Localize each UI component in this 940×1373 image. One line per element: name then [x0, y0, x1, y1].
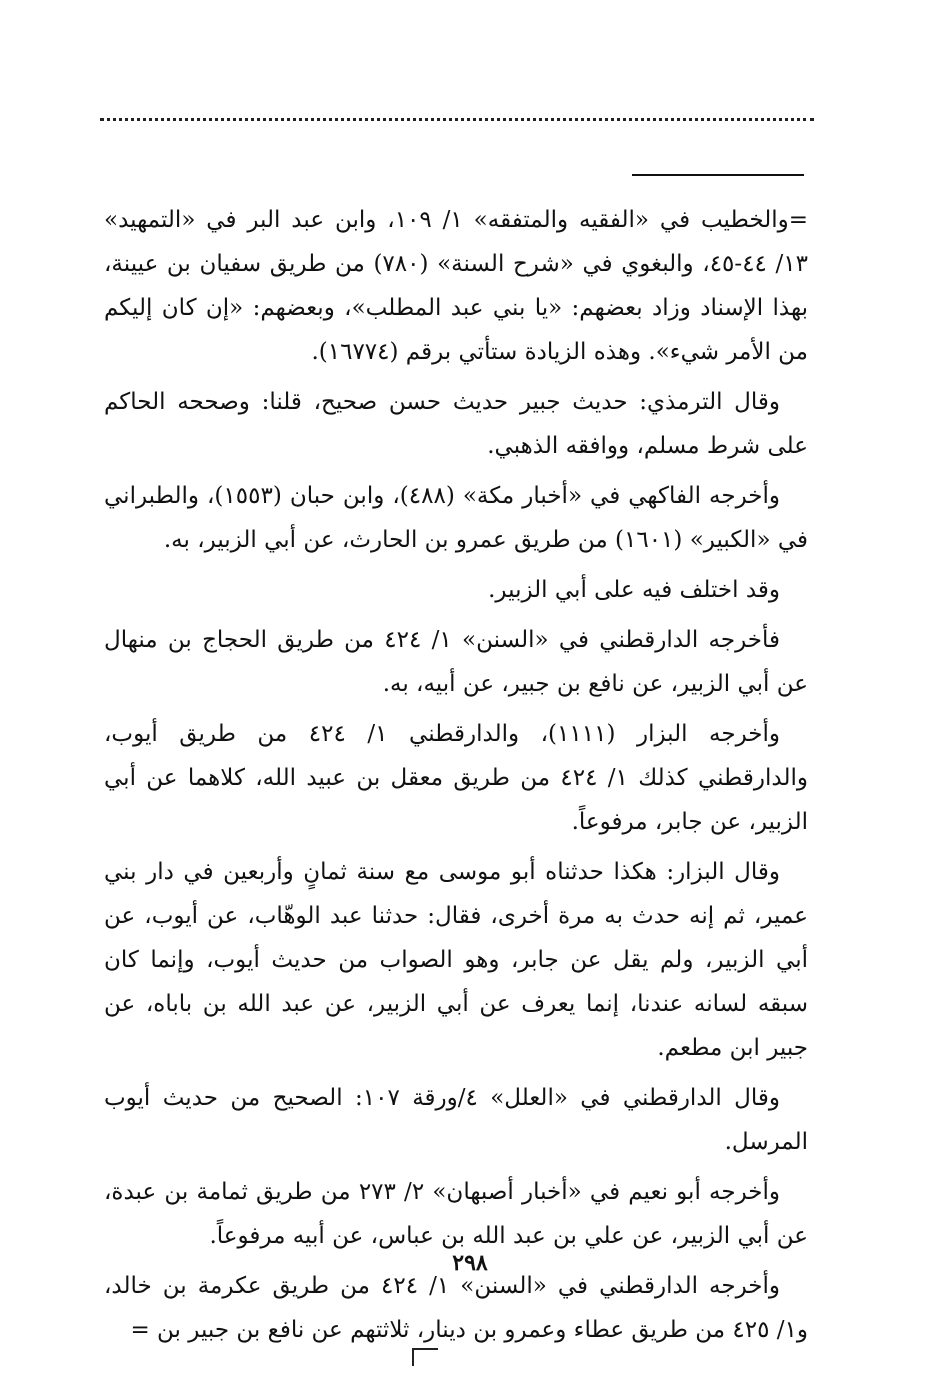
paragraph: وأخرجه البزار (١١١١)، والدارقطني ١/ ٤٢٤ من طريق أيوب، والدارقطني كذلك ١/ ٤٢٤ من طريق معقل بن عبيد الله، كلاهما عن أبي الزبير، عن جابر، مرفوعاً.	[104, 721, 808, 835]
footnote-text	[104, 198, 808, 1358]
paragraph: وأخرجه أبو نعيم في «أخبار أصبهان» ٢/ ٢٧٣ من طريق ثمامة بن عبدة، عن أبي الزبير، عن علي بن عبد الله بن عباس، عن أبيه مرفوعاً.	[104, 1179, 808, 1249]
paragraph: وأخرجه الدارقطني في «السنن» ١/ ٤٢٤ من طريق عكرمة بن خالد، و١/ ٤٢٥ من طريق عطاء وعمرو بن دينار، ثلاثتهم عن نافع بن جبير بن =	[104, 1273, 808, 1343]
paragraph: وقال الترمذي: حديث جبير حديث حسن صحيح، قلنا: وصححه الحاكم على شرط مسلم، ووافقه الذهبي.	[104, 389, 808, 459]
footnote-rule	[632, 174, 804, 176]
corner-mark	[412, 1348, 438, 1366]
paragraph: وقد اختلف فيه على أبي الزبير.	[488, 577, 780, 603]
paragraph: وقال البزار: هكذا حدثناه أبو موسى مع سنة ثمانٍ وأربعين في دار بني عمير، ثم إنه حدث به مرة أخرى، فقال: حدثنا عبد الوهّاب، عن أيوب، عن أبي الزبير، ولم يقل عن جابر، وهو الصواب من حديث أيوب، وإنما كان سبقه لسانه عندنا، إنما يعرف عن أبي الزبير، عن عبد الله بن باباه، عن جبير ابن مطعم.	[104, 859, 808, 1061]
paragraph: فأخرجه الدارقطني في «السنن» ١/ ٤٢٤ من طريق الحجاج بن منهال عن أبي الزبير، عن نافع بن جبير، عن أبيه، به.	[104, 627, 808, 697]
paragraph: وقال الدارقطني في «العلل» ٤/ورقة ١٠٧: الصحيح من حديث أيوب المرسل.	[104, 1085, 808, 1155]
paragraph: =والخطيب في «الفقيه والمتفقه» ١/ ١٠٩، وابن عبد البر في «التمهيد» ١٣/ ٤٤-٤٥، والبغوي في «شرح السنة» (٧٨٠) من طريق سفيان بن عيينة، بهذا الإسناد وزاد بعضهم: «يا بني عبد المطلب»، وبعضهم: «إن كان إليكم من الأمر شيء». وهذه الزيادة ستأتي برقم (١٦٧٧٤).	[104, 207, 809, 365]
page-number: ٢٩٨	[452, 1250, 488, 1276]
paragraph: وأخرجه الفاكهي في «أخبار مكة» (٤٨٨)، وابن حبان (١٥٥٣)، والطبراني في «الكبير» (١٦٠١) من طريق عمرو بن الحارث، عن أبي الزبير، به.	[104, 483, 808, 553]
dotted-separator	[100, 118, 814, 121]
